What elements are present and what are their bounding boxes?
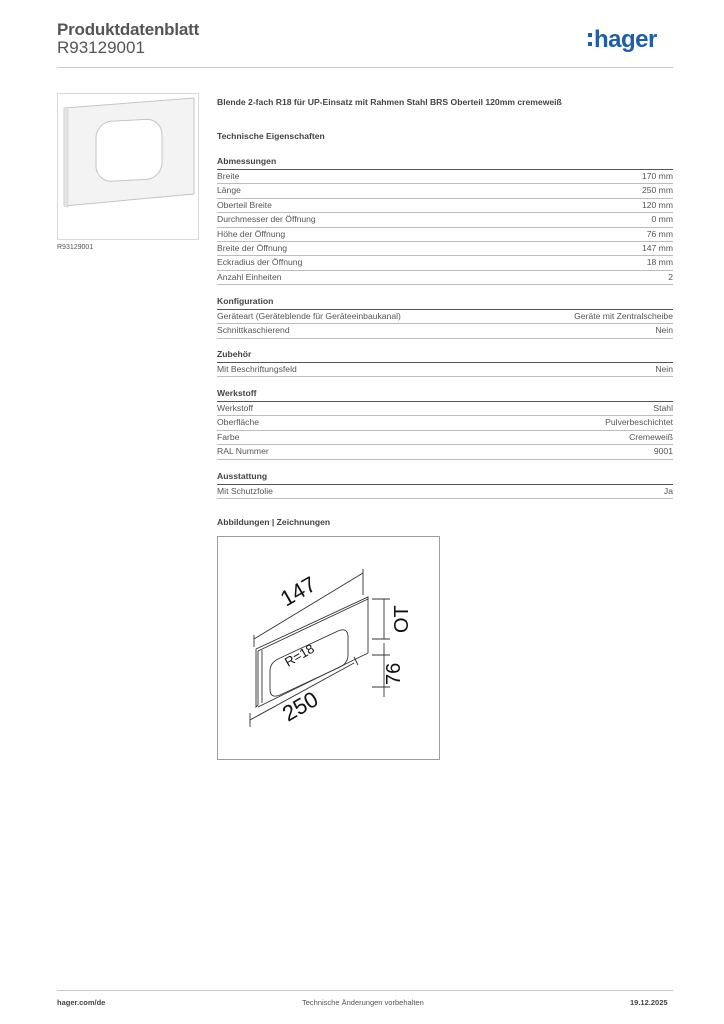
header-divider — [57, 67, 673, 68]
footer-website-link[interactable]: hager.com/de — [57, 998, 106, 1007]
row-label: RAL Nummer — [217, 446, 269, 457]
section-title: Konfiguration — [217, 296, 673, 310]
product-image-caption: R93129001 — [57, 244, 94, 251]
section-werkstoff — [217, 388, 673, 460]
table-row — [217, 310, 673, 324]
technical-drawing-svg — [218, 537, 439, 759]
footer-date: 19.12.2025 — [630, 998, 668, 1007]
row-label: Mit Beschriftungsfeld — [217, 364, 297, 374]
product-number: R93129001 — [57, 38, 145, 57]
table-row — [217, 324, 673, 338]
row-label: Breite — [217, 171, 240, 181]
row-label: Schnittkaschierend — [217, 325, 290, 336]
product-description: Blende 2-fach R18 für UP-Einsatz mit Rahmen Stahl BRS Oberteil 120mm cremeweiß — [217, 97, 562, 107]
table-row — [217, 402, 673, 416]
drawings-heading: Abbildungen | Zeichnungen — [217, 517, 331, 527]
product-image — [57, 93, 199, 240]
row-value: Cremeweiß — [629, 431, 673, 442]
row-value: Geräte mit Zentralscheibe — [574, 311, 673, 321]
section-title: Werkstoff — [217, 388, 673, 402]
row-value: 9001 — [653, 446, 673, 457]
row-value: 18 mm — [646, 257, 673, 268]
section-abmessungen — [217, 156, 673, 285]
row-label: Farbe — [217, 431, 240, 442]
row-value: Ja — [663, 486, 673, 496]
row-label: Höhe der Öffnung — [217, 228, 286, 239]
section-title: Ausstattung — [217, 471, 673, 485]
table-row — [217, 256, 673, 270]
row-label: Durchmesser der Öffnung — [217, 214, 316, 225]
section-title: Abmessungen — [217, 156, 673, 170]
row-value: 147 mm — [641, 242, 673, 253]
table-row — [217, 184, 673, 198]
technical-drawing — [217, 536, 440, 760]
table-row — [217, 485, 673, 499]
row-value: 250 mm — [641, 185, 673, 196]
row-value: 0 mm — [651, 214, 673, 225]
row-value: 2 — [668, 271, 673, 282]
row-value: Nein — [655, 364, 673, 374]
row-label: Geräteart (Geräteblende für Geräteeinbaukanal) — [217, 311, 401, 321]
table-row — [217, 271, 673, 285]
table-row — [217, 445, 673, 459]
table-row — [217, 363, 673, 377]
row-label: Mit Schutzfolie — [217, 486, 273, 496]
row-value: 76 mm — [646, 228, 673, 239]
row-value: Nein — [655, 325, 673, 336]
row-label: Oberfläche — [217, 417, 260, 428]
logo-text: hager — [594, 26, 657, 53]
logo-dots-icon — [588, 33, 593, 49]
dim-radius-label: R=18 — [282, 640, 317, 670]
row-label: Werkstoff — [217, 403, 253, 413]
row-label: Eckradius der Öffnung — [217, 257, 303, 268]
dim-width-label: 147 — [276, 571, 321, 612]
row-value: Pulverbeschichtet — [605, 417, 673, 428]
page-title: Produktdatenblatt — [57, 20, 200, 39]
row-label: Breite der Öffnung — [217, 242, 288, 253]
table-row — [217, 431, 673, 445]
section-ausstattung — [217, 471, 673, 499]
dim-height-label: 76 — [383, 662, 405, 685]
table-row — [217, 213, 673, 227]
table-row — [217, 242, 673, 256]
footer-divider — [57, 990, 673, 991]
dim-length-label: 250 — [278, 686, 323, 727]
hager-logo — [588, 27, 676, 57]
section-zubehoer — [217, 349, 673, 377]
table-row — [217, 416, 673, 430]
cover-plate-icon — [58, 94, 198, 239]
row-label: Oberteil Breite — [217, 199, 272, 210]
table-row — [217, 199, 673, 213]
row-value: 120 mm — [641, 199, 673, 210]
section-title: Zubehör — [217, 349, 673, 363]
section-konfiguration — [217, 296, 673, 339]
row-value: 170 mm — [641, 171, 673, 181]
table-row — [217, 228, 673, 242]
table-row — [217, 170, 673, 184]
row-value: Stahl — [653, 403, 673, 413]
row-label: Anzahl Einheiten — [217, 271, 282, 282]
dim-top-label: OT — [391, 605, 413, 633]
tech-heading: Technische Eigenschaften — [217, 131, 325, 141]
footer-notice: Technische Änderungen vorbehalten — [302, 998, 424, 1007]
row-label: Länge — [217, 185, 241, 196]
